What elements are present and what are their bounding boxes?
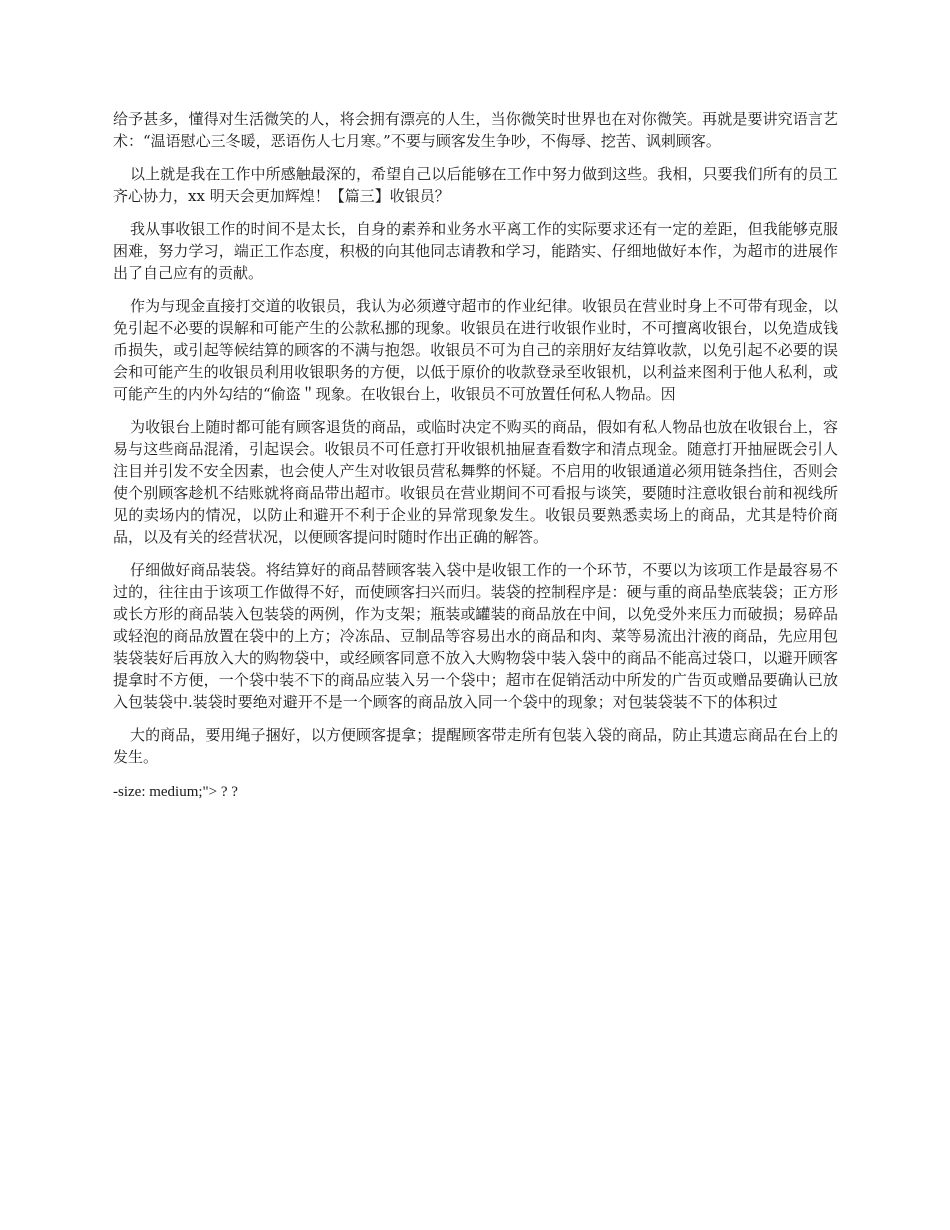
paragraph-4: 作为与现金直接打交道的收银员，我认为必须遵守超市的作业纪律。收银员在营业时身上不可带有现金，以免引起不必要的误解和可能产生的公款私挪的现象。收银员在进行收银作业时，不可擅离收银台，以免造成钱币损失，或引起等候结算的顾客的不满与抱怨。收银员不可为自己的亲朋好友结算收款，以免引起不必要的误会和可能产生的收银员利用收银职务的方便，以低于原价的收款登录至收银机，以利益来图利于他人私利，或可能产生的内外勾结的“偷盗＂现象。在收银台上，收银员不可放置任何私人物品。因 [113,297,838,403]
paragraph-3: 我从事收银工作的时间不是太长，自身的素养和业务水平离工作的实际要求还有一定的差距，但我能够克服困难，努力学习，端正工作态度，积极的向其他同志请教和学习，能踏实、仔细地做好本作，为超市的进展作出了自己应有的贡献。 [113,220,838,282]
paragraph-1: 给予甚多，懂得对生活微笑的人，将会拥有漂亮的人生，当你微笑时世界也在对你微笑。再就是要讲究语言艺术：“温语慰心三冬暖，恶语伤人七月寒。”不要与顾客发生争吵，不侮辱、挖苦、讽刺顾客。 [113,110,838,150]
paragraph-6: 仔细做好商品装袋。将结算好的商品替顾客装入袋中是收银工作的一个环节，不要以为该项工作是最容易不过的，往往由于该项工作做得不好，而使顾客扫兴而归。装袋的控制程序是：硬与重的商品垫底装袋；正方形或长方形的商品装入包装袋的两例，作为支架；瓶装或罐装的商品放在中间，以免受外来压力而破损；易碎品或轻泡的商品放置在袋中的上方；冷冻品、豆制品等容易出水的商品和肉、菜等易流出汁液的商品，先应用包装袋装好后再放入大的购物袋中，或经顾客同意不放入大购物袋中装入袋中的商品不能高过袋口，以避开顾客提拿时不方便，一个袋中装不下的商品应装入另一个袋中；超市在促销活动中所发的广告页或赠品要确认已放入包装袋中.装袋时要绝对避开不是一个顾客的商品放入同一个袋中的现象；对包装袋装不下的体积过 [113,561,838,711]
paragraph-2: 以上就是我在工作中所感触最深的，希望自己以后能够在工作中努力做到这些。我相，只要我们所有的员工齐心协力，xx 明天会更加辉煌！【篇三】收银员？ [113,165,838,205]
paragraph-7: 大的商品，要用绳子捆好，以方便顾客提拿；提醒顾客带走所有包装入袋的商品，防止其遗忘商品在台上的发生。 [113,726,838,766]
stray-markup-text: -size: medium;"> ? ? [113,784,238,800]
document-body [113,108,838,814]
paragraph-5: 为收银台上随时都可能有顾客退货的商品，或临时决定不购买的商品，假如有私人物品也放在收银台上，容易与这些商品混淆，引起误会。收银员不可任意打开收银机抽屉查看数字和清点现金。随意打开抽屉既会引人注目并引发不安全因素，也会使人产生对收银员营私舞弊的怀疑。不启用的收银通道必须用链条挡住，否则会使个别顾客趁机不结账就将商品带出超市。收银员在营业期间不可看报与谈笑，要随时注意收银台前和视线所见的卖场内的情况，以防止和避开不利于企业的异常现象发生。收银员要熟悉卖场上的商品，尤其是特价商品，以及有关的经营状况，以便顾客提问时随时作出正确的解答。 [113,418,838,546]
